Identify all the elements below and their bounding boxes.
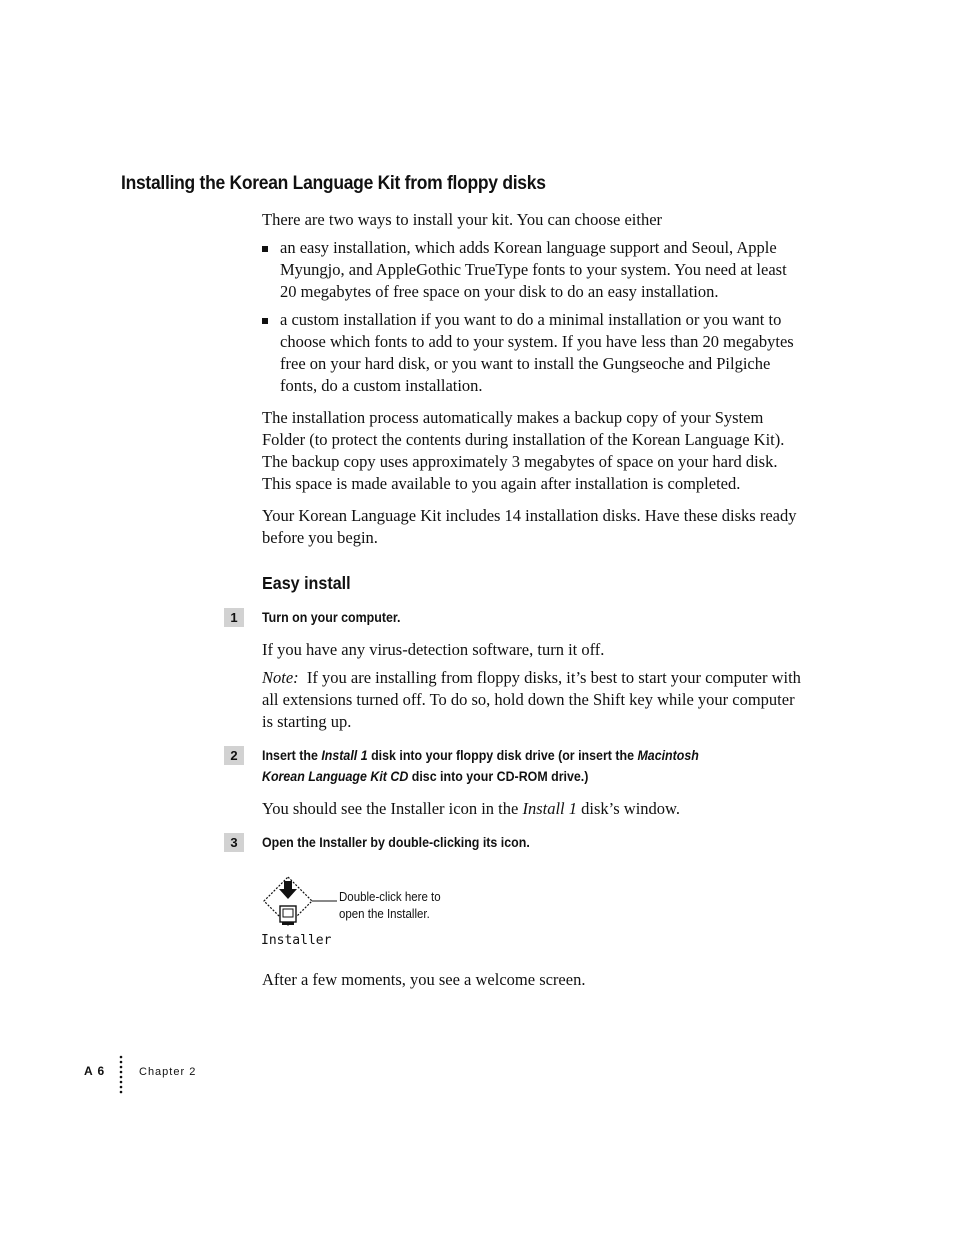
installer-callout: Double-click here to open the Installer. bbox=[339, 890, 441, 921]
section-heading: Installing the Korean Language Kit from floppy disks bbox=[121, 173, 546, 194]
list-item bbox=[262, 237, 807, 303]
step-2-body-part: disk’s window. bbox=[577, 799, 680, 818]
intro-text: There are two ways to install your kit. You can choose either bbox=[262, 210, 663, 229]
step-2-title bbox=[262, 745, 740, 787]
step-1-body: If you have any virus-detection software, turn it off. bbox=[262, 640, 605, 659]
backup-paragraph: The installation process automatically makes a backup copy of your System Folder (to protect the contents during installation of the Korean Language Kit). The backup copy uses approximately 3 megabytes of space on your hard disk. This space is made available to you again after installation is completed. bbox=[262, 408, 785, 493]
step-3-title: Open the Installer by double-clicking its icon. bbox=[262, 835, 530, 850]
bullet-text-custom: a custom installation if you want to do a minimal installation or you want to choose which fonts to add to your system. If you have less than 20 megabytes free on your hard disk, or you want to install the Gungseoche and Pilgiche fonts, do a custom installation. bbox=[280, 310, 794, 395]
step-2-number: 2 bbox=[224, 746, 244, 765]
step-2-body-part: You should see the Installer icon in the bbox=[262, 799, 523, 818]
step-2-title-italic: Install 1 bbox=[321, 748, 368, 763]
disks-paragraph: Your Korean Language Kit includes 14 installation disks. Have these disks ready before you begin. bbox=[262, 506, 797, 547]
chapter-label: Chapter 2 bbox=[139, 1066, 197, 1078]
step-3-after: After a few moments, you see a welcome screen. bbox=[262, 970, 586, 989]
list-item bbox=[262, 309, 807, 397]
step-2-title-part: disk into your floppy disk drive (or insert the bbox=[367, 748, 638, 763]
bullet-square-icon bbox=[262, 318, 268, 324]
easy-install-heading: Easy install bbox=[262, 573, 351, 593]
installer-icon-label: Installer bbox=[261, 933, 332, 948]
step-1-title: Turn on your computer. bbox=[262, 610, 401, 625]
step-3-number: 3 bbox=[224, 833, 244, 852]
bullet-square-icon bbox=[262, 246, 268, 252]
step-2-body bbox=[262, 798, 807, 820]
step-2-title-italic: Macintosh Korean Language Kit CD bbox=[262, 748, 699, 784]
step-2-body-italic: Install 1 bbox=[522, 799, 578, 818]
note-text: If you are installing from floppy disks, it’s best to start your computer with all extensions turned off. To do so, hold down the Shift key while your computer is starting up. bbox=[262, 668, 801, 731]
bullet-text-easy: an easy installation, which adds Korean language support and Seoul, Apple Myungjo, and AppleGothic TrueType fonts to your system. You need at least 20 megabytes of free space on your disk to do an easy installation. bbox=[280, 238, 787, 301]
page-number: A 6 bbox=[84, 1064, 106, 1078]
step-2-title-part: disc into your CD-ROM drive.) bbox=[408, 769, 589, 784]
step-2-title-part: Insert the bbox=[262, 748, 322, 763]
step-1-note bbox=[262, 667, 807, 733]
footer-dot-separator bbox=[118, 1055, 124, 1095]
note-label: Note: bbox=[262, 668, 299, 687]
step-1-number: 1 bbox=[224, 608, 244, 627]
